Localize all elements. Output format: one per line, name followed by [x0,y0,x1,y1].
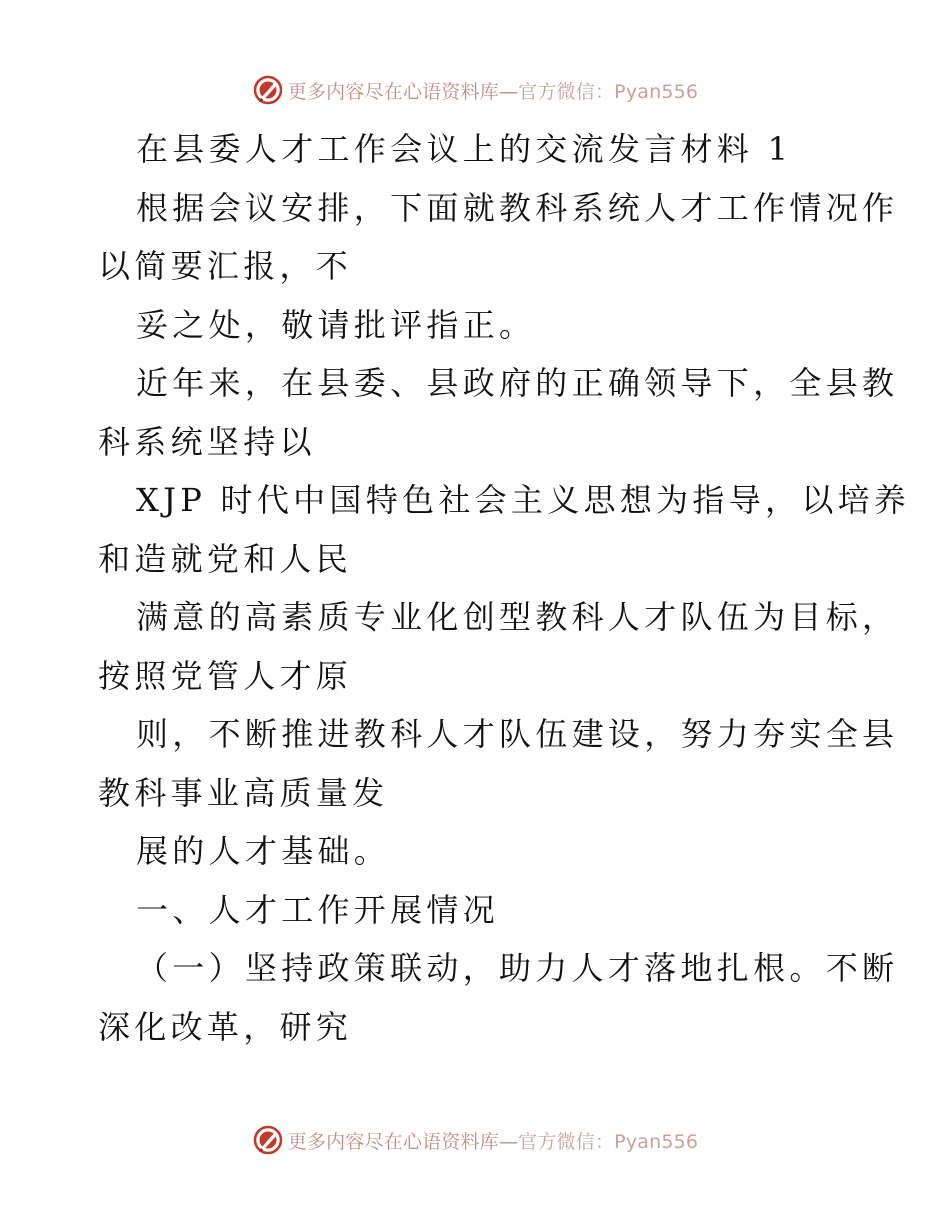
section-heading: 一、人才工作开展情况 [136,890,500,929]
watermark-wechat-label: 官方微信： [518,1130,615,1153]
paragraph-line: XJP 时代中国特色社会主义思想为指导，以培养 [136,481,911,519]
watermark-footer [0,1120,950,1160]
watermark-separator: — [498,80,519,103]
paragraph-line: 和造就党和人民 [98,539,353,578]
paragraph-line: 则，不断推进教科人才队伍建设，努力夯实全县 [136,715,899,753]
paragraph-line: 深化改革，研究 [98,1007,353,1046]
document-body [98,120,911,1056]
paragraph-line: 以简要汇报，不 [98,247,353,285]
paragraph-line: 妥之处，敬请批评指正。 [136,305,536,344]
pen-seal-logo-icon [252,1124,284,1156]
paragraph-line: 近年来，在县委、县政府的正确领导下，全县教 [136,364,899,402]
watermark-header [0,70,950,110]
watermark-site-text: 更多内容尽在心语资料库 [287,80,499,103]
paragraph-line: 按照党管人才原 [98,656,353,695]
paragraph-line: 科系统坚持以 [98,422,316,461]
paragraph-line: 根据会议安排，下面就教科系统人才工作情况作 [136,188,899,227]
watermark-site-text: 更多内容尽在心语资料库 [287,1130,499,1153]
watermark-separator: — [498,1130,519,1153]
document-title: 在县委人才工作会议上的交流发言材料 1 [136,130,793,168]
watermark-wechat-label: 官方微信： [518,80,615,103]
pen-seal-logo-icon [252,74,284,106]
paragraph-line: 展的人才基础。 [136,832,391,870]
paragraph-line: 满意的高素质专业化创型教科人才队伍为目标， [136,598,899,636]
watermark-wechat-id: Pyan556 [614,80,699,103]
paragraph-line: 教科事业高质量发 [98,773,389,812]
subsection-heading-line: （一）坚持政策联动，助力人才落地扎根。不断 [136,949,899,987]
watermark-wechat-id: Pyan556 [614,1130,699,1153]
